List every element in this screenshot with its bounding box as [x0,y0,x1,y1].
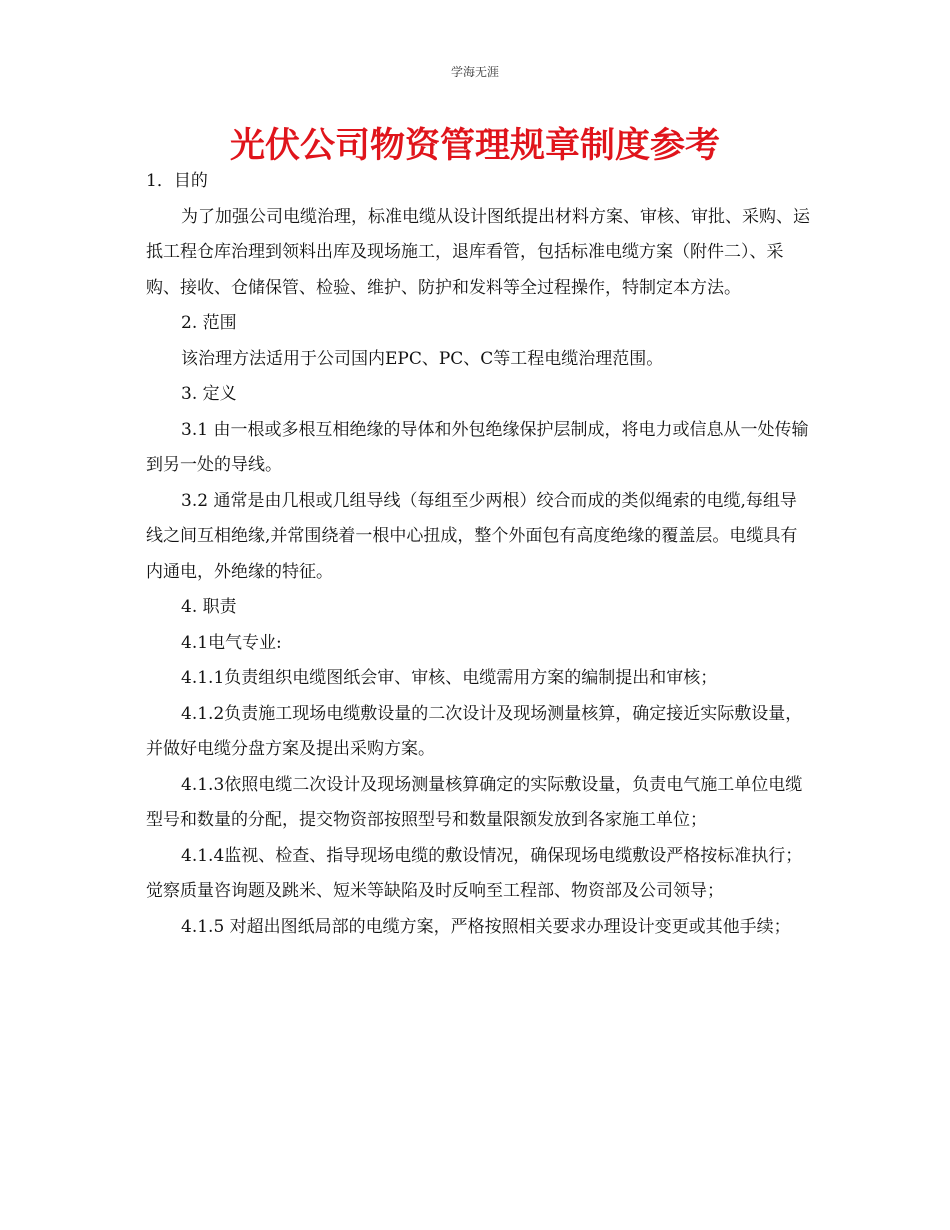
paragraph: 为了加强公司电缆治理，标准电缆从设计图纸提出材料方案、审核、审批、采购、运抵工程仓库治理到领料出库及现场施工，退库看管，包括标准电缆方案（附件二）、采购、接收、仓储保管、检验、维护、防护和发料等全过程操作，特制定本方法。 [146,206,810,298]
paragraph: 4.1.3依照电缆二次设计及现场测量核算确定的实际敷设量，负责电气施工单位电缆型号和数量的分配，提交物资部按照型号和数量限额发放到各家施工单位； [146,774,803,830]
paragraph: 4.1电气专业: [181,632,282,653]
page-header: 学海无涯 [450,65,499,79]
paragraph: 1．目的 [146,171,208,191]
paragraph: 3. 定义 [181,384,237,404]
paragraph: 该治理方法适用于公司国内EPC、PC、C等工程电缆治理范围。 [181,348,664,369]
paragraph: 3.2 通常是由几根或几组导线（每组至少两根）绞合而成的类似绳索的电缆,每组导线之间互相绝缘,并常围绕着一根中心扭成，整个外面包有高度绝缘的覆盖层。电缆具有内通电，外绝缘的特征。 [146,490,798,582]
document-title: 光伏公司物资管理规章制度参考 [229,126,720,166]
paragraph: 4. 职责 [181,597,237,617]
paragraph: 3.1 由一根或多根互相绝缘的导体和外包绝缘保护层制成，将电力或信息从一处传输到另一处的导线。 [146,419,809,475]
paragraph: 4.1.2负责施工现场电缆敷设量的二次设计及现场测量核算，确定接近实际敷设量，并做好电缆分盘方案及提出采购方案。 [146,703,803,759]
paragraph: 4.1.4监视、检查、指导现场电缆的敷设情况，确保现场电缆敷设严格按标准执行；觉察质量咨询题及跳米、短米等缺陷及时反响至工程部、物资部及公司领导； [146,845,803,901]
paragraph: 4.1.1负责组织电缆图纸会审、审核、电缆需用方案的编制提出和审核； [181,668,718,688]
paragraph: 4.1.5 对超出图纸局部的电缆方案，严格按照相关要求办理设计变更或其他手续； [181,916,791,937]
document-body [146,164,810,945]
paragraph: 2. 范围 [181,313,237,333]
